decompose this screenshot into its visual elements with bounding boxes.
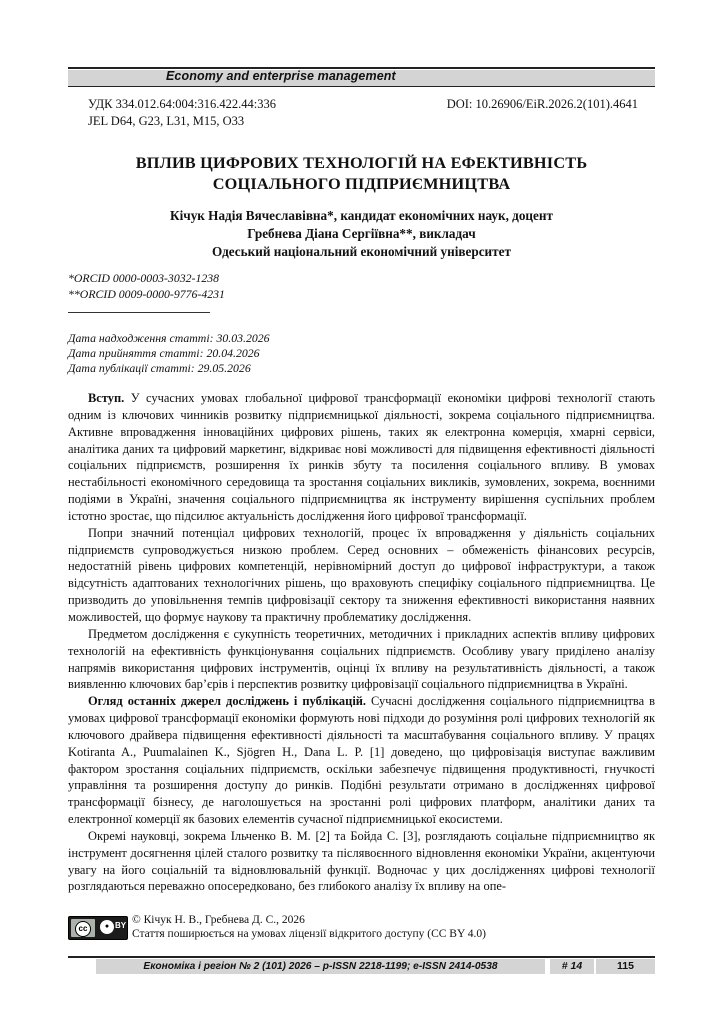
cc-badge-left xyxy=(71,919,95,937)
cc-icon: cc xyxy=(75,921,91,937)
orcid-divider xyxy=(68,312,210,313)
copyright-line: © Кічук Н. В., Гребнева Д. С., 2026 xyxy=(132,914,305,926)
review-heading: Огляд останніх джерел досліджень і публікацій. xyxy=(88,694,367,709)
by-label: BY xyxy=(115,921,127,930)
date-accepted: Дата прийняття статті: 20.04.2026 xyxy=(68,346,260,360)
footer-journal-info: Економіка і регіон № 2 (101) 2026 – p-ISSN 2218-1199; e-ISSN 2414-0538 xyxy=(143,961,498,972)
header-rule-bottom xyxy=(68,86,655,87)
author-1: Кічук Надія Вячеславівна*, кандидат економічних наук, доцент xyxy=(170,208,553,223)
date-published: Дата публікації статті: 29.05.2026 xyxy=(68,361,251,375)
article-body xyxy=(68,390,655,895)
license-terms: Стаття поширюється на умовах ліцензії відкритого доступу (CC BY 4.0) xyxy=(132,928,486,940)
doi: DOI: 10.26906/EiR.2026.2(101).4641 xyxy=(446,97,638,111)
paragraph-introduction xyxy=(68,390,655,525)
affiliation: Одеський національний економічний університет xyxy=(212,244,511,259)
introduction-heading: Вступ. xyxy=(88,391,125,405)
page-number: 115 xyxy=(596,959,655,974)
date-received: Дата надходження статті: 30.03.2026 xyxy=(68,331,270,345)
footer-rule xyxy=(68,956,655,958)
udc-code: УДК 334.012.64:004:316.422.44:336 xyxy=(88,97,276,111)
title-line-2: СОЦІАЛЬНОГО ПІДПРИЄМНИЦТВА xyxy=(212,174,511,193)
journal-section-title: Economy and enterprise management xyxy=(166,69,396,83)
jel-code: JEL D64, G23, L31, M15, O33 xyxy=(88,114,245,128)
paragraph-scholars: Окремі науковці, зокрема Ільченко В. М. [2] та Бойда С. [3], розглядають соціальне підприємництво як інструмент досягнення цілей сталого розвитку та післявоєнного відновлення економіки України, акцентуючи увагу на його соціальній та відновлювальній функції. Водночас у цих дослідженнях цифрові технології розглядаються переважно опосередковано, без глибокого аналізу їх впливу на опе- xyxy=(68,828,655,894)
review-text: Сучасні дослідження соціального підприємництва в умовах цифрової трансформації економіки формують нові підходи до розуміння ролі цифрових технологій як ключового драйвера підвищення ефективності діяльності та масштабування соціального впливу. У працях Kotiranta A., Puumalainen K., Sjögren H., Dana L. P. [1] доведено, що цифровізація виступає важливим фактором зростання соціальних підприємств, оскільки забезпечує підвищення продуктивності, гнучкості управління та розширення доступу до ринків. Подібні результати отримано в дослідженнях цифрової трансформації бізнесу, де наголошується на зростанні ролі цифрових платформ, аналітики даних та електронної комерції як базових елементів сучасної підприємницької екосистеми. xyxy=(68,694,655,827)
title-line-1: ВПЛИВ ЦИФРОВИХ ТЕХНОЛОГІЙ НА ЕФЕКТИВНІСТЬ xyxy=(135,153,588,172)
orcid-2: **ORCID 0009-0000-9776-4231 xyxy=(68,287,225,301)
paragraph-problems: Попри значний потенціал цифрових технологій, процес їх впровадження у діяльність соціальних підприємств супроводжується низкою проблем. Серед основних – обмеженість фінансових ресурсів, недостатній рівень цифрових компетенцій, нерівномірний доступ до цифрової інфраструктури, а також відсутність адаптованих технологічних рішень, що враховують специфіку соціального підприємництва. Це призводить до уповільнення темпів цифровізації сектору та зниження ефективності використання наявних можливостей, що формує наукову та практичну проблематику дослідження. xyxy=(68,525,655,624)
article-dates xyxy=(68,331,270,376)
orcid-block xyxy=(68,270,225,302)
cc-by-license-icon[interactable] xyxy=(68,916,128,940)
author-2: Гребнева Діана Сергіївна**, викладач xyxy=(247,226,476,241)
orcid-1: *ORCID 0000-0003-3032-1238 xyxy=(68,271,220,285)
classification-codes xyxy=(88,96,276,130)
authors-block xyxy=(68,207,655,261)
paragraph-review xyxy=(68,693,655,828)
introduction-text: У сучасних умовах глобальної цифрової трансформації економіки цифрові технології стають одним із ключових чинників розвитку підприємницької діяльності, зокрема соціального підприємництва. Активне впровадження інноваційних цифрових рішень, таких як електронна комерція, хмарні сервіси, аналітика даних та цифровий маркетинг, відкриває нові можливості для підвищення ефективності діяльності соціальних підприємств, розширення їх ринків збуту та посилення соціального впливу. В умовах нестабільності економічного середовища та зростання соціальних викликів, зумовлених, зокрема, воєнними подіями в Україні, значення соціального підприємництва як інструменту вирішення суспільних проблем істотно зростає, що підсилює актуальність дослідження його цифрової трансформації. xyxy=(68,391,655,523)
license-text xyxy=(132,913,486,941)
footer-issue-number: # 14 xyxy=(550,959,594,974)
attribution-person-icon: ● xyxy=(100,920,114,934)
paragraph-subject: Предметом дослідження є сукупність теоретичних, методичних і прикладних аспектів впливу цифрових технологій на ефективність функціонування соціальних підприємств. Особливу увагу приділено аналізу напрямів використання цифрових інструментів, оцінці їх впливу на результативність діяльності, а також виявленню ключових бар’єрів і перспектив розвитку цифровізації соціального підприємництва в Україні. xyxy=(68,626,655,692)
article-title xyxy=(68,152,655,194)
